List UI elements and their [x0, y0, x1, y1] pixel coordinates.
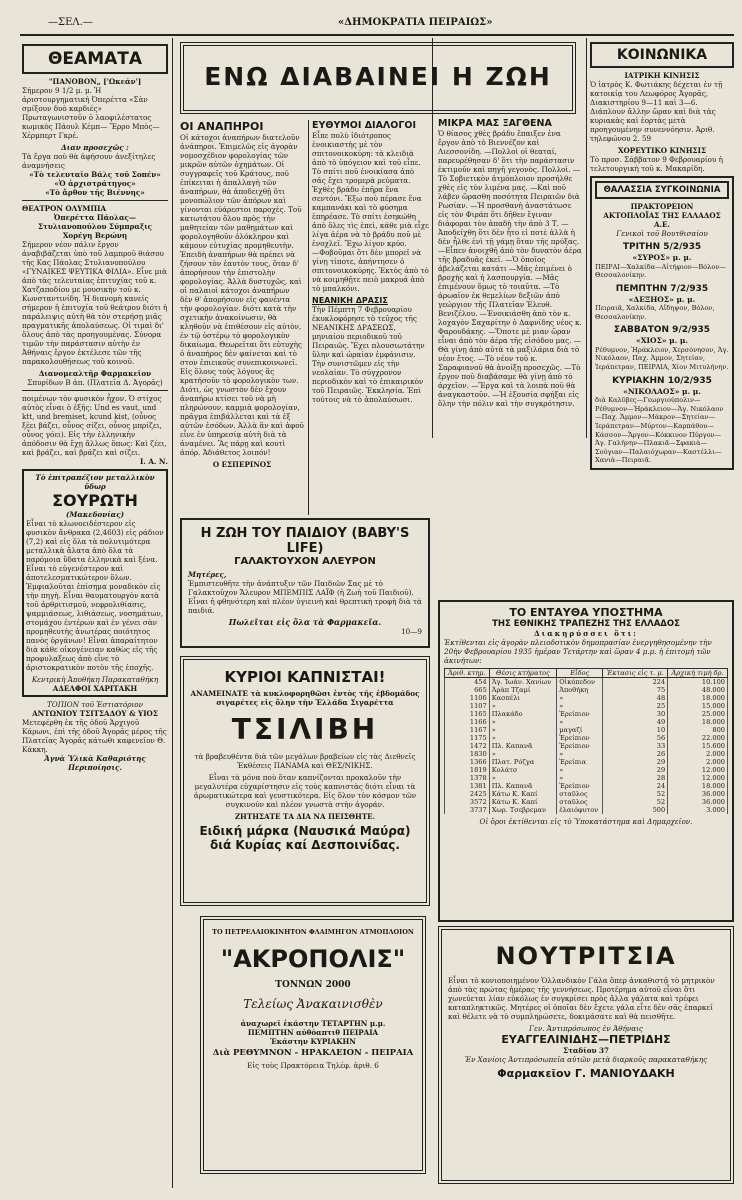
ad-ask: ΖΗΤΗΣΑΤΕ ΤΑ ΔΙΑ ΝΑ ΠΕΙΣΘΗΤΕ. [234, 812, 376, 821]
table-cell: 36.000 [668, 798, 728, 806]
shipping-title: ΘΑΛΑΣΣΙΑ ΣΥΓΚΟΙΝΩΝΙΑ [595, 181, 729, 199]
ad-sold: Πωλεῖται εἰς ὅλα τὰ Φαρμακεῖα. [228, 617, 382, 627]
ad-title: ΣΟΥΡΩΤΗ [52, 491, 138, 510]
schedule-day: ΚΥΡΙΑΚΗΝ 10/2/935 [612, 375, 712, 386]
table-cell: 224 [603, 678, 668, 687]
bank-notice [438, 600, 734, 922]
article-dialogues [312, 120, 430, 520]
schedule-route: διὰ Καλῦβες—Γεωργιούπολιν—Ρέθυμνον—Ἡράκλειον—Ἁγ. Νικόλαον—Παχ. Ἄμμον—Μάκρον—Σητείαν—Ἱεράπετραν—Μύρτον—Καρπάθου—Κάσσον—Ἄργον—Κόκκινον Πύργον—Ἁγ. Γαλήνην—Πλακιᾶ—Σφακιὰ—Σούγιαν—Παλαιόχωραν—Καστέλλι—Χανιὰ—Πειραιᾶ. [595, 396, 724, 465]
ad-sourotis [22, 469, 168, 697]
table-cell: 48 [603, 694, 668, 702]
table-cell: 3.000 [668, 806, 728, 814]
table-cell: Ἐρείπιον [557, 734, 603, 742]
table-cell: 12.000 [668, 774, 728, 782]
table-cell: 1472 [445, 742, 490, 750]
table-cell: 36.000 [668, 790, 728, 798]
table-cell: 1366 [445, 758, 490, 766]
ad-firm: ΕΥΑΓΓΕΛΙΝΙΔΗΣ—ΠΕΤΡΙΔΗΣ [501, 1033, 671, 1046]
table-cell: Κάτω Κ. Καπί [489, 798, 557, 806]
table-header: Θέσις κτήματος [489, 669, 557, 678]
table-cell: 1175 [445, 734, 490, 742]
table-cell: Πλακάδο [489, 710, 557, 718]
table-cell: 49 [603, 718, 668, 726]
table-header: Εἶδος [557, 669, 603, 678]
property-table [444, 668, 728, 814]
ad-special: Ειδική μάρκα (Ναυσικά Μαύρα) διά Κυρίας καί Δεσποινίδας. [199, 824, 411, 852]
article-text: Εἶπε πολὺ ἰδιότροπος ἐνοικιαστὴς μὲ τὸν σπιτονοικοκύρη: τὰ κλειδιὰ ἀπὸ τὸ ὑπόγειον καὶ τοῦ εἶπε. Τὸ σπίτι ποῦ ἐνοικίασα ἀπὸ σᾶς ἔχει τρομερὰ ρεύματα. Ἐχθὲς βράδυ ἐπῆρα ἕνα σεντόνι. Ἔξω ποὺ πέρασε ἕνα καμπανάκι καὶ τὸ φύσημα ἐπηρέασε. Τὸ σπίτι ἐσηκώθη ἀπὸ ὅλες τὶς ἐπεὶ, κάθε μιὰ εἶχε λίγα ἀέρα νὰ τὸ βράδυ ποῦ μὲ ἐνοχλεῖ. Ἔχω λίγον κρύο. [312, 131, 429, 248]
table-cell: » [557, 774, 603, 782]
ad-noutritsia [438, 926, 734, 1184]
table-cell: 29 [603, 758, 668, 766]
table-cell: 3572 [445, 798, 490, 806]
table-row [445, 726, 728, 734]
table-cell: 10.100 [668, 678, 728, 687]
article-text: —Φοβοῦμαι ὅτι δὲν μπορεῖ νὰ γίνῃ τίποτε, ἀπήντησεν ὁ σπιτονοικοκύρης. Ἐκτὸς ἀπὸ τὸ νὰ κοιμηθῇτε πειὸ μακρυά ἀπὸ τὸ μπαλκόνι. [312, 248, 429, 293]
table-row [445, 702, 728, 710]
notice-sub: ΤΗΣ ΕΘΝΙΚΗΣ ΤΡΑΠΕΖΗΣ ΤΗΣ ΕΛΛΑΔΟΣ [492, 619, 680, 629]
article-disabled [180, 120, 304, 520]
ad-title: ΝΟΥΤΡΙΤΣΙΑ [495, 942, 677, 970]
ad-rep2: Ἐν Χανίοις Ἀντιπρόσωπεῖα αὐτῶν μετὰ διαρκοῦς παρακαταθήκης [464, 1055, 708, 1064]
section-text: Τὸ προσ. Σάββατον 9 Φεβρουαρίου ἡ τελετουργικὴ τοῦ κ. Μακαρίδη. [590, 155, 723, 173]
schedule-ship: «ΧΙΟΣ» μ. μ. [636, 336, 688, 346]
table-cell: 1167 [445, 726, 490, 734]
table-cell: 25 [603, 702, 668, 710]
table-cell: 22.000 [668, 734, 728, 742]
table-header: Ἐκτασις εἰς τ. μ. [603, 669, 668, 678]
schedule-ship: «ΣΥΡΟΣ» μ. μ. [632, 253, 692, 262]
ad-text: Μετεφέρθη ἐκ τῆς ὁδοῦ Ἀρχιγοῦ Κάρωνι, ἐπὶ τῆς ὁδοῦ Ἀγορᾶς μέρος τῆς Πλατεῖας Ἀγορᾶς κάτωθι καφενεῖον Θ. Κάκκη. [22, 718, 167, 754]
ad-restaurant [22, 700, 168, 772]
cinema-heading: "ΠΑΝΟΒΟΝ„ ['Ωκεάν'] [48, 77, 142, 86]
upcoming-text: Τὰ ἔργα ποὺ θὰ ἀφήσουν ἀνεξίτηλες ἀναμνήσεις [22, 152, 156, 170]
article-text: Ὁ θίασος χθὲς βράδυ ἔπαιξεν ἐνα ἔργον ἀπὸ τὸ Βιεννέζον καὶ Λιεσσονίδη. —Πολλοὶ οἱ θεαταί, παρευρέθησαν δ' ὅτι τὴν παράστασιν ἐκτιμοῦν καὶ πηγῆ γεγονὸς. Πολλοὶ. —Τὸ Σοβιετικὸν ἀτμόπλοιον προσήλθε χθὲς εἰς τὸν λιμένα μας. —Καὶ ποῦ λάβεν ὥρασθη ποσότητα Πειραιῶν διὰ Ρωσίαν. —Ἡ προσθανὴ ἀναστάτωσε εἰς τὸν Φιράπ ὅτι δῆθεν ἔγιναν διάφοραι τὸν ἀπαδὴ τὴν ἀπὸ 3 Τ. —Ἀποδείχθη ὅτι δὲν ἦτο εἰ ποτὲ ἀλλὰ ἡ δὲν ἦλθε ἐνὶ τῇ γάμῃ ὅταν τῆς πρύξας. —Εἶπεν ἀνοιχθῆ ἀπὸ τὸν δυνατὸν ἀέρα τῆς βραδυᾶς ἐκεῖ. —Ὁ ὁποῖος ἀβελάζεται κατάτι —Μᾶς ἐπιμένει ὁ βροχὴς καὶ ἡ λασπουργία. —Μᾶς ἐπιμένουν ὅμως τὸ τοιαῦτα. —Τὸ ἀρωαῖον ἐκ θεμελίων δεξιῶν ἀπὸ γεώργιον τῆς Πλατεῖαν Ἐλευθ. Βενιζέλου. —Ἐνοικιάσθη ἀπὸ τὸν κ. λοχαγὸν Σαχαρίτην ὁ Δαφνίδης νέος κ. Φαρουδάκης. —Ὅποτε μὲ μιαν ὥραν εἶναι ἀπὸ τὸν ἀέρα τῆς εἰσόδου μας. —Θὰ γίνῃ ἀπὸ αὐτὰ τὰ μαξιλάρια διὰ τὸ νέον ἔτος. —Τὸ νέον τοῦ κ. Σαραφιανοῦ θὰ ἀνοίξῃ προσεχῶς. —Τὸ ἔργον ποῦ διαβάσαμε θὰ γίνῃ ἀπὸ τὸ ἀρχεῖον. —Ἔργα καὶ τὰ λοιπὰ ποῦ θὰ ἀναγκαστοῦν. —Ἡ ἐξουσία σφήξαι εἰς ὅλην τὴν πόλιν καὶ τὴν συγκρότησιν. [438, 129, 582, 408]
table-cell: 1165 [445, 710, 490, 718]
table-cell: 454 [445, 678, 490, 687]
ad-akropolis [200, 916, 426, 1174]
film-title: «Ὁ ἀρχιστράτηγος» [54, 179, 136, 188]
table-row [445, 710, 728, 718]
section-heading: ΙΑΤΡΙΚΗ ΚΙΝΗΣΙΣ [624, 71, 700, 80]
table-cell: 52 [603, 798, 668, 806]
ad-address: Σταδίου 37 [562, 1046, 609, 1055]
table-cell: 1378 [445, 774, 490, 782]
table-cell: » [557, 766, 603, 774]
table-cell: 15.600 [668, 742, 728, 750]
table-cell: 1106 [445, 694, 490, 702]
table-cell: Ἐρείπιον [557, 782, 603, 790]
newspaper-name: «ΔΗΜΟΚΡΑΤΙΑ ΠΕΙΡΑΙΩΣ» [338, 17, 493, 28]
ad-text: Εἶναι τὸ κονιοποιημένον Ὁλλανδικὸν Γάλα ὅπερ ἀνκαθιστᾷ τὸ μητρικὸν ἀπὸ τὰς πρώτας ἡμέρας τῆς γεννήσεως. Προτέρημα αὐτοῦ εἶναι ὅτι χωνεύεται λίαν εὐκόλως ἐν συγκρίσει πρὸς ἄλλα γάλατα καὶ τρέφει καταπληκτικῶς. Μητέρες οἱ ὁποῖαι δὲν ἔχετε γάλα εἶτε δὲν σᾶς ἐπαρκεῖ καὶ θέλετε νὰ τὸ συμπληρώσετε, δοκιμάσατε καὶ θὰ πεισθῆτε. [448, 976, 715, 1021]
table-cell: » [489, 734, 557, 742]
table-cell: 12.000 [668, 766, 728, 774]
ad-line: ΤΟ ΠΕΤΡΕΛΑΙΟΚΙΝΗΤΟΝ ΦΛΑΙΜΗΓΟΝ ΑΤΜΟΠΛΟΙΟΝ [212, 928, 414, 936]
table-cell: 3737 [445, 806, 490, 814]
table-row [445, 774, 728, 782]
table-row [445, 790, 728, 798]
ad-ref: 10—9 [401, 627, 422, 636]
schedule-route: ΠΕΙΡΑΙ—Χαλκίδα—Αἰτήφιον—Βόλον—Θεσσαλονίκην. [595, 262, 726, 280]
ad-brand: ΤΣΙΛΙΒΗ [231, 713, 379, 746]
poem-text: ποιμένων τὸν φυσικὸν ἦχον. Ὁ στίχος αὐτὸς εἶναι ὁ ἑξῆς: Und es vaut, und ktt, und bremiset, kcund kist, (οὗνος ξέει βάζει, οὗνος σίζει, οὗνος μπρίζει, οὗνος γόει). Εἰς τὴν ἑλληνικὴν ἀπόδοσιν θὰ ἔχῃ ἄλλως ὅπως: Καὶ ζέει, καὶ βράζει, καὶ βράζει καὶ σίζει. [22, 394, 167, 457]
article-text: Τὴν Πέμπτη 7 Φεβρουαρίου ἐκυκλοφόρησε τὸ τεῦχος τῆς ΝΕΑΝΙΚΗΣ ΔΡΑΣΕΩΣ, μηνιαίου περιοδικοῦ τοῦ Πειραιῶς. Ἔχει πλουσιωτάτην ὕλην καὶ ὡραίαν ἐμφάνισιν. Τὴν συνιστῶμεν εἰς τὴν νεολαίαν. Τὸ σύγχρονον περιοδικὸν καὶ τὸ ἐπικαιρικὸν τοῦ Πειραιῶς. Ἐκκλησία. Ἐπὶ τούτοις νὰ τὸ ἀπολαύσωσι. [312, 305, 425, 404]
table-cell: » [489, 718, 557, 726]
ad-ship-name: "ΑΚΡΟΠΟΛΙΣ" [220, 945, 406, 973]
notice-note: Οἱ ὅροι ἐκτίθενται εἰς τὸ Ὑποκατάστημα καὶ Δημαρχεῖον. [479, 817, 693, 826]
table-cell: Πλ. Καπανᾶ [489, 782, 557, 790]
table-cell: 24 [603, 782, 668, 790]
column-social [590, 42, 734, 602]
notice-title: ΤΟ ΕΝΤΑΥΘΑ ΥΠΟΣΤΗΜΑ [509, 606, 663, 619]
table-cell: 26 [603, 750, 668, 758]
table-cell: Ἁγ. Ἰωάν. Χανίων [489, 678, 557, 687]
section-title: ΚΟΙΝΩΝΙΚΑ [590, 42, 734, 68]
ad-name: ΑΝΤΩΝΙΟΥ ΤΣΙΤΣΑΔΟΥ & ΥΙΟΣ [32, 709, 158, 718]
ad-lead: Μητέρες, [188, 570, 227, 579]
schedule-item [595, 284, 729, 322]
ad-departure: ἀναχωρεῖ ἐκάστην ΤΕΤΑΡΤΗΝ μ.μ. [240, 1019, 386, 1028]
table-row [445, 758, 728, 766]
table-cell: 10 [603, 726, 668, 734]
pharmacy-address: Σπυρίδων Β ἀπ. (Πλατεῖα Δ. Ἀγορᾶς) [27, 378, 163, 387]
table-cell: 665 [445, 686, 490, 694]
agency-name: ΑΚΤΟΠΛΟΪΑΣ ΤΗΣ ΕΛΛΑΔΟΣ Α.Ε. [603, 211, 721, 229]
banner-box [180, 42, 576, 114]
table-cell: σταῦλος [557, 798, 603, 806]
table-cell: 800 [668, 726, 728, 734]
schedule-list [595, 242, 729, 465]
table-cell: 33 [603, 742, 668, 750]
table-header: Ἀρχικὴ τιμὴ δρ. [668, 669, 728, 678]
ad-text: Εἶναι τὸ κλωνοειδέστερον εἰς φυσικὸν ἄνθρακα (2,4603) εἰς ράδιον (7,2) καὶ εἰς ὅλα τὰ πολυτιμότερα μεταλλικὰ ἄλατα ἀπὸ ὅλα τὰ παρόμοια ὕδατα ἑλληνικὰ καὶ ξένα. [26, 519, 164, 564]
shipping-box [590, 176, 734, 470]
table-cell: » [489, 726, 557, 734]
schedule-ship: «ΝΙΚΟΛΑΟΣ» μ. μ. [623, 386, 701, 396]
table-cell: Κασπέλι [489, 694, 557, 702]
schedule-day: ΤΡΙΤΗΝ 5/2/935 [622, 242, 702, 252]
table-cell: Πλ. Καπανᾶ [489, 742, 557, 750]
agency-line: Γενικοὶ τοῦ Βουτθισαίου [616, 229, 708, 238]
ad-line: ΤΟΠΙΟΝ τοῦ Ἐστιατόριον [47, 700, 143, 709]
table-cell: » [557, 702, 603, 710]
ad-depot: Κεντρικὴ Ἀποθήκη Παρακαταθήκη [31, 675, 159, 684]
ad-text: Εἶναι τὰ μόνα ποὺ ὅταν καπνίζονται προκαλοῦν τὴν μεγαλυτέρα εὐχαρίστησιν εἰς τοὺς καπνιστὰς διότι εἶναι τὰ ἀρωματικώτερα καὶ γευστικότερα. Εἰς ὅλον τὸν κόσμον τῶν συγκινούν καὶ πλέον γνωστὰ στὴν ἀγοράν. [193, 773, 417, 809]
table-cell: 500 [603, 806, 668, 814]
ad-tsilivi [180, 656, 430, 906]
table-cell: 52 [603, 790, 668, 798]
table-cell: 18.000 [668, 718, 728, 726]
ad-text: Εἶναι τὸ εὐγενέστερον καὶ ἀποτελεσματικώτερον ὅλων. Ἐμφιαλοῦται ἐπίσημα μοναδικὸν εἰς τὴν πηγὴ. Εἶναι θαυματουργὸν κατὰ τοῦ ἀρθριτισμοῦ, νεφρολιθίασις, ψαμμιάσεως, λιθιάσεως, νοσημάτων, στομάχου ἐντέρων καὶ ἐν γένει σὰν προμηθευτὴς ἀνωτέρας ποιότητος πανὸς ὀργάνων! Εἶναι ἀπαραίτητον διὰ κάθε οἰκογένειαν καθὼς εἰς τῆς προφυλαξεως ἀπὸ εἶνε τὸ ἀριστοκρατικὸν ποτὸν τῆς ἐποχῆς. [26, 564, 163, 672]
table-cell: 30 [603, 710, 668, 718]
table-cell: » [557, 750, 603, 758]
table-cell: Οἰκόπεδον [557, 678, 603, 687]
ad-title: Η ΖΩΗ ΤΟΥ ΠΑΙΔΙΟΥ (BABY'S LIFE) [200, 526, 410, 556]
film-title: «Τὸ τελευταῖο Βάλς τοῦ Σοπέν» [29, 170, 161, 179]
table-row [445, 766, 728, 774]
ad-foot: Εἰς τοὺς Πρακτόρεια Τηλέφ. ἀριθ. 6 [247, 1061, 379, 1070]
ad-text: Τελείως Ἀνακαινισθὲν [243, 997, 383, 1011]
theater-heading: ΘΕΑΤΡΟΝ ΟΛΥΜΠΙΑ [22, 204, 107, 213]
table-cell: 48.000 [668, 686, 728, 694]
schedule-route: Πειραιᾶ, Χαλκίδα, Αἴδηψον, Βόλον, Θεσσαλονίκην. [595, 304, 715, 321]
table-cell: 25.000 [668, 710, 728, 718]
article-title: ΝΕΑΝΙΚΗ ΔΡΑΣΙΣ [312, 296, 388, 305]
table-cell: » [489, 702, 557, 710]
table-cell: 2.000 [668, 758, 728, 766]
table-row [445, 678, 728, 687]
table-cell: 75 [603, 686, 668, 694]
theater-sub: Ὀπερέττα Πάολας—Στυλιανοπούλου Σύμπραξις Χορέγη Βερώνη [37, 213, 153, 240]
table-cell: » [489, 750, 557, 758]
ad-line: Τὸ ἐπιτραπέζιον μεταλλικὸν ὕδωρ [35, 473, 155, 491]
table-row [445, 782, 728, 790]
table-cell: Ἀποθήκη [557, 686, 603, 694]
table-cell: Κολάτσ [489, 766, 557, 774]
table-cell: 28 [603, 774, 668, 782]
table-row [445, 694, 728, 702]
table-row [445, 798, 728, 806]
schedule-route: Ρέθυμνον, Ἡράκλειον, Χερσόνησον, Ἁγ. Νικόλαον, Παχ. Ἀμμον, Σητείαν, Ἱεράπετραν, ΠΕΙΡΑΙΑ, Χίον Μιτυλήνην. [595, 345, 729, 372]
article-source: Ο ΕΣΠΕΡΙΝΟΣ [212, 460, 272, 469]
notice-lead: Διακηρύσσει ὅτι: [534, 629, 638, 638]
table-cell: 15.000 [668, 702, 728, 710]
ad-pharmacy: Φαρμακεῖον Γ. ΜΑΝΙΟΥΔΑΚΗ [497, 1067, 675, 1080]
article-title: ΜΙΚΡΑ ΜΑΣ ΞΑΓΘΕΝΑ [438, 118, 552, 129]
table-cell: 1830 [445, 750, 490, 758]
page-header [20, 12, 734, 36]
table-cell: 1381 [445, 782, 490, 790]
ad-firm: ΑΔΕΛΦΟΙ ΧΑΡΙΤΑΚΗ [52, 684, 138, 693]
table-cell: 29 [603, 766, 668, 774]
poem-signature: Ι. Α. Ν. [139, 457, 168, 466]
ad-rep: Γεν. Ἀντιπρόσωπος ἐν Ἀθήναις [529, 1024, 643, 1033]
table-cell: 2425 [445, 790, 490, 798]
cinema-text: Σήμερον 9 1/2 μ. μ. Ἡ ἀριστουργηματική Ὀπερέττα «Σὰν σμίξουν δυὸ καρδιές» Πρωταγωνιστοῦν ὁ λαοφιλέστατος κωμικὸς Πάουλ Κέμπ— Ἕρρο Μπὸς—Χέρμπερτ Γκρέ. [22, 86, 160, 140]
column-news [438, 118, 582, 596]
ad-departure: Ἐκάστην ΚΥΡΙΑΚΗΝ [270, 1037, 356, 1046]
ad-tons: ΤΟΝΝΩΝ 2000 [275, 980, 351, 990]
ad-title: ΚΥΡΙΟΙ ΚΑΠΝΙΣΤΑΙ! [224, 668, 386, 686]
table-cell: Ἐρείπιον [557, 710, 603, 718]
ad-babys-life [180, 518, 430, 648]
table-header: Ἀριθ. κτημ. [445, 669, 490, 678]
ad-sub: ΓΑΛΑΚΤΟΥΧΟΝ ΑΛΕΥΡΟΝ [234, 556, 376, 567]
table-cell: » [489, 774, 557, 782]
schedule-item [595, 325, 729, 371]
banner-title: ΕΝΩ ΔΙΑΒΑΙΝΕΙ Η ΖΩΗ [204, 62, 552, 91]
table-row [445, 742, 728, 750]
table-cell: ἐλαιόφυτον [557, 806, 603, 814]
table-cell: » [557, 718, 603, 726]
table-cell: 56 [603, 734, 668, 742]
article-text: Οἱ κάτοχοι ἀναπήρων διατελοῦν ἀνάπηροι. Ἐπιμελῶς εἰς ἀγορὰν νομοσχέδιον φορολογίας τῶν μικρῶν αὐτῶν ὀχημάτων. Οἱ συγγραφεῖς τοῦ Κράτους, ποῦ ἐπίκειται ἡ ἀπαλλαγὴ τῶν ἀναπήρων, θὰ ἀποδειχθῇ ὅτι μονοπώλιον τῶν ἀπόρων καὶ γίνονται εὐάρεστοι παροχές. Τοῦ κατωτάτου ὅλου πρὸς τὴν μαθητείαν τῶν μαθημάτων καὶ φορολογηθοῦν ὁλόκληρον καὶ κάμουν εὐτυχίας προμηθευτὴν. Ἐπειδὴ ἀναπήρων θὰ πρέπει νὰ ζήσουν τὸν ἑαυτὸν τους, ὅταν δ' ἀπορήσουν τὴν ἐπιστολὴν φορολογίας. Ἀλλὰ δυστυχῶς, καὶ οἱ παλαιοὶ κάτοχοι ἀναπήρων δὲν θ' ἀπορήσουν εἰς φανέντα τὴν φορολογίαν. διότι κατὰ τὴν σχετικὴν ἀνακοίνωσιν, θὰ κληθοῦν νὰ ἐπιθέσουν εἰς αὐτὸν, ἐν τῷ ὑστέρῳ τὸ φορολογικὸν δικαίωμα. Θεωρεῖται ὅτι εὐτυχὴς ὁ ἀναπήρος δὲν φαίνεται καὶ τὸ στον ἐπιεικοῦς συνεπικοινωνεῖ. Εἰς ὅλους τοὺς λόγους ἂς κρατήσοῦν τὸ φορολογικὸν των. Διότι, ὡς γνωστὸν δὲν ἔχουν ἀναπήρω κτίσει τοῦ νὰ μὴ πληρώνουν, καμμιὰ φορολογίαν, πρᾶγμα ἐπιβάλλεται καὶ τὰ ἐξ αὐτῶν ἐσόδων. Ἀλλὰ ἂν καὶ ἀφοῦ εἶνε ἐν ὑπηρεσίᾳ αὐτὴ διὰ τὰ ἀναμένει. Ἂς πάρῃ καὶ κουτὶ ἀπόρ. Ἀδιάθετος λοιπόν! [180, 133, 304, 457]
film-title: «Τὸ ἄρθον τῆς Βιέννης» [45, 188, 145, 197]
ad-text: τὰ βραβευθέντα διὰ τῶν μεγάλων βραβείων εἰς τὰς Διεθνεῖς Ἐκθέσεις ΠΑΝΑΜΑ καὶ ΘΕΣ/ΝΙΚΗΣ. [194, 752, 416, 770]
ad-route: Διὰ ΡΕΘΥΜΝΟΝ - ΗΡΑΚΛΕΙΟΝ - ΠΕΙΡΑΙΑ [212, 1048, 414, 1058]
ad-tag: Ἀγνὰ Ὑλικὰ Καθαριότης Περιποίησις. [44, 754, 146, 772]
table-cell: 1819 [445, 766, 490, 774]
table-cell: Κάτω Κ. Καπί [489, 790, 557, 798]
upcoming-heading: Διαν προσεχῶς : [61, 143, 129, 152]
schedule-ship: «ΔΕΞΗΟΣ» μ. μ. [628, 294, 696, 304]
table-cell: μαγαζί [557, 726, 603, 734]
table-cell: σταῦλος [557, 790, 603, 798]
notice-text: Ἐκτίθενται εἰς ἀγορὰν πλειοδοτικὸν δημοπρασίαν ἐνεργηθησομένην τὴν 20ὴν Φεβρουαρίου 1935 ἡμέραν Τετάρτην καὶ ὥραν 4 μ.μ. ἡ ἐπιτομὴ τῶν ἀκινήτων: [444, 638, 712, 665]
table-row [445, 750, 728, 758]
schedule-day: ΣΑΒΒΑΤΟΝ 9/2/935 [613, 325, 711, 336]
table-row [445, 734, 728, 742]
section-title: ΘΕΑΜΑΤΑ [22, 44, 168, 74]
table-cell: Χωρ. Τσεβρεμαν [489, 806, 557, 814]
table-row [445, 806, 728, 814]
schedule-item [595, 376, 729, 465]
pharmacy-names: Διανομεαλτῆρ Φαρμακεῖον [38, 369, 152, 378]
column-theater [22, 44, 168, 1190]
article-title: ΕΥΘΥΜΟΙ ΔΙΑΛΟΓΟΙ [312, 120, 417, 131]
table-cell: 1166 [445, 718, 490, 726]
table-cell: 1107 [445, 702, 490, 710]
schedule-day: ΠΕΜΠΤΗΝ 7/2/935 [615, 283, 709, 294]
article-title: ΟΙ ΑΝΑΠΗΡΟΙ [180, 120, 264, 133]
schedule-item [595, 242, 729, 280]
ad-sub: ΑΝΑΜΕΙΝΑΤΕ τὰ κυκλοφορηθῶσι ἐντὸς τῆς ἑβδομάδος σιγαρέτες εἰς ὅλην τὴν Ἑλλάδα Σιγαρέττα [190, 689, 420, 707]
table-cell: Πλατ. Ρόζγα [489, 758, 557, 766]
table-cell: 2.000 [668, 750, 728, 758]
table-row [445, 686, 728, 694]
section-text: Ὁ ἰατρὸς Κ. Φωτιάκης δέχεται ἐν τῇ κατοικίᾳ του Λεωφόρος Ἀγορᾶς, Διακιστηρίου 9—11 καὶ 3—6. Διάπλουν ἄλλην ὥραν καὶ διὰ τὰς κυριακὰς καὶ ἑορτὰς μετὰ προηγουμένην συνεννόησιν. Ἀριθ. τηλεφώνου 2. 59 [590, 80, 723, 143]
agency-name: ΠΡΑΚΤΟΡΕΙΟΝ [630, 202, 694, 211]
table-cell: Ἐρείπιον [557, 742, 603, 750]
theater-text: Σήμερον νέον πάλιν ἔργον ἀναβιβάζεται ὑπὸ τοῦ λαμπροῦ θιάσου τῆς Κας Πάολας Στυλιανοπούλου «ΓΥΝΑΙΚΕΣ ΨΕΥΤΙΚΑ ΦΙΛΙΑ». Εἶνε μιὰ ἀπὸ τὰς τελευταίας ἐπιτυχίας τοῦ κ. Χατζαποδίου με μουσικὴν τοῦ κ. Κωνσταντινίδη. Ἡ διανομὴ κανείς σήμερον ἡ ἐπιτυχία τοῦ θεάτρου διότι ἡ παράλειψις αὐτὴ θὰ τὸν στερήσῃ μιᾶς πραγματικῆς ἀπολαύσεως. Οἱ τιμαὶ δι' ὅλους ἀπὸ τὰς προηγουμένας. Σύνορα τιμῶν τὴν παράστασιν αὐτὴν ἐν Ἀθήναις ἔργον ἐκτέλεσε τῶν τῆς παρακολουθήσεως τοῦ κοινοῦ. [22, 240, 168, 366]
ad-text: Ἐμπιστευθῆτε τὴν ἀνάπτυξιν τῶν Παιδιῶν Σας μὲ τὸ Γαλακτοῦχον Ἄλευρον ΜΠΕΜΠΙΣ ΛΑΪΦ (ἡ Ζωὴ τοῦ Παιδιοῦ). Εἶναι ἡ φθηνότερη καὶ πλέον ὑγιεινὴ καὶ θρεπτικὴ τροφὴ διὰ τὰ παιδιά. [188, 579, 422, 615]
table-cell: Ἀρὰπ Τζαμί [489, 686, 557, 694]
ad-sub: (Μακεδονίας) [65, 510, 124, 519]
section-heading: ΧΟΡΕΥΤΙΚΟ ΚΙΝΗΣΙΣ [617, 146, 707, 155]
page-number: —ΣΕΛ.— [48, 17, 93, 28]
table-cell: Ἐρείπια [557, 758, 603, 766]
table-cell: » [557, 694, 603, 702]
ad-departure: ΠΕΜΠΤΗΝ αὐθόαπτιθ ΠΕΙΡΑΙΑ [247, 1028, 379, 1037]
table-cell: 18.000 [668, 782, 728, 790]
table-cell: 18.000 [668, 694, 728, 702]
table-row [445, 718, 728, 726]
